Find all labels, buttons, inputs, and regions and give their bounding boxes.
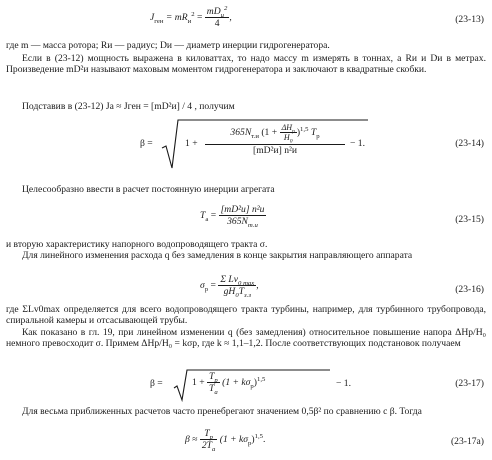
equals-sign: = bbox=[196, 12, 203, 24]
lhs-sub: ген bbox=[154, 17, 164, 25]
equation-body: 1 + $\frac{T_р}{T_а}$ $(1 + k\sigma_р)^{1,5}$ bbox=[192, 371, 266, 397]
minus-one: − 1. bbox=[350, 138, 366, 149]
equation-number: (23-13) bbox=[455, 14, 484, 25]
paragraph-shown: Как показано в гл. 19, при линейном изменении q (без замедления) относительное повышение напора ΔHр/H₀ немного превосходит σ. Примем ΔHр/H₀ = kσр, где k ≈ 1,1–1,2. После соответствующих подстановок получаем bbox=[6, 327, 486, 350]
minus-one: − 1. bbox=[336, 378, 352, 389]
paragraph-approx: Для весьма приближенных расчетов часто пренебрегают значением 0,5β² по сравнению с β. Тогда bbox=[22, 406, 422, 417]
beta-label: β = bbox=[140, 138, 153, 149]
lhs-symbol: J bbox=[150, 12, 155, 24]
fraction bbox=[205, 6, 230, 30]
paragraph-substitute: Подставив в (23-12) Jа ≈ Jген = [mD²и] / 4 , получим bbox=[22, 101, 235, 112]
equation-number: (23-17) bbox=[455, 378, 484, 389]
equation-body: $\sigma_р$ = $\frac{\Sigma Lv_{0 max}}{gH_0T_{з.з}}$ , bbox=[200, 274, 259, 300]
equation-23-15 bbox=[0, 200, 492, 236]
paragraph-where-2: где ΣLv0max определяется для всего водопроводящего тракта турбины, например, для турбинного трубопровода, спиральной камеры и отсасывающей трубы. bbox=[6, 304, 486, 327]
one-plus: 1 + bbox=[185, 138, 198, 149]
equation-number: (23-14) bbox=[455, 138, 484, 149]
paragraph-expedient: Целесообразно ввести в расчет постоянную инерции агрегата bbox=[22, 184, 275, 195]
frac-num: $mD_и^2$ bbox=[206, 4, 228, 19]
equation-number: (23-17а) bbox=[450, 436, 484, 447]
equation-number: (23-15) bbox=[455, 214, 484, 225]
paragraph-second: и вторую характеристику напорного водопроводящего тракта σ. bbox=[6, 239, 268, 250]
paragraph-where-1: где m — масса ротора; Rи — радиус; Dи — диаметр инерции гидрогенератора. bbox=[6, 40, 330, 51]
r-sub: и bbox=[187, 17, 192, 25]
r-sup: 2 bbox=[191, 10, 195, 18]
big-fraction bbox=[205, 123, 345, 156]
equation-23-13 bbox=[0, 4, 492, 34]
equation-body: β ≈ $\frac{T_р}{2T_а}$ $(1 + k\sigma_р)^{1,5}$. bbox=[185, 428, 266, 454]
frac-den: 4 bbox=[214, 18, 220, 30]
beta-label: β = bbox=[150, 378, 163, 389]
paragraph-if: Если в (23-12) мощность выражена в киловаттах, то надо массу m измерять в тоннах, а Rи и Dи в метрах. Произведение mD²и называют маховым моментом гидрогенератора и заключают в квадратные скобки. bbox=[6, 53, 486, 76]
big-frac-den: [mD²и] n²и bbox=[253, 144, 297, 156]
equation-23-17 bbox=[0, 368, 492, 402]
equation-number: (23-16) bbox=[455, 284, 484, 295]
equation-body: $J_{ген} = mR_и^2$ = $\frac{mD_и^2}{4}$ , bbox=[150, 4, 232, 30]
equation-23-17a bbox=[0, 426, 492, 458]
big-frac-num: $365N_{т.и}$ (1 + $\frac{\Delta H_р}{H_0}$ )$^{1,5}$ $T_р$ bbox=[205, 123, 345, 145]
equals-mr: = mR bbox=[165, 12, 188, 24]
equation-23-14 bbox=[0, 118, 492, 174]
paragraph-linear: Для линейного изменения расхода q без замедления в конце закрытия направляющего аппарата bbox=[22, 250, 413, 261]
equation-23-16 bbox=[0, 272, 492, 308]
equation-body: $T_а$ = $\frac{\text{[mD²и] n²и}}{365N_{т.и}}$ bbox=[200, 204, 265, 230]
